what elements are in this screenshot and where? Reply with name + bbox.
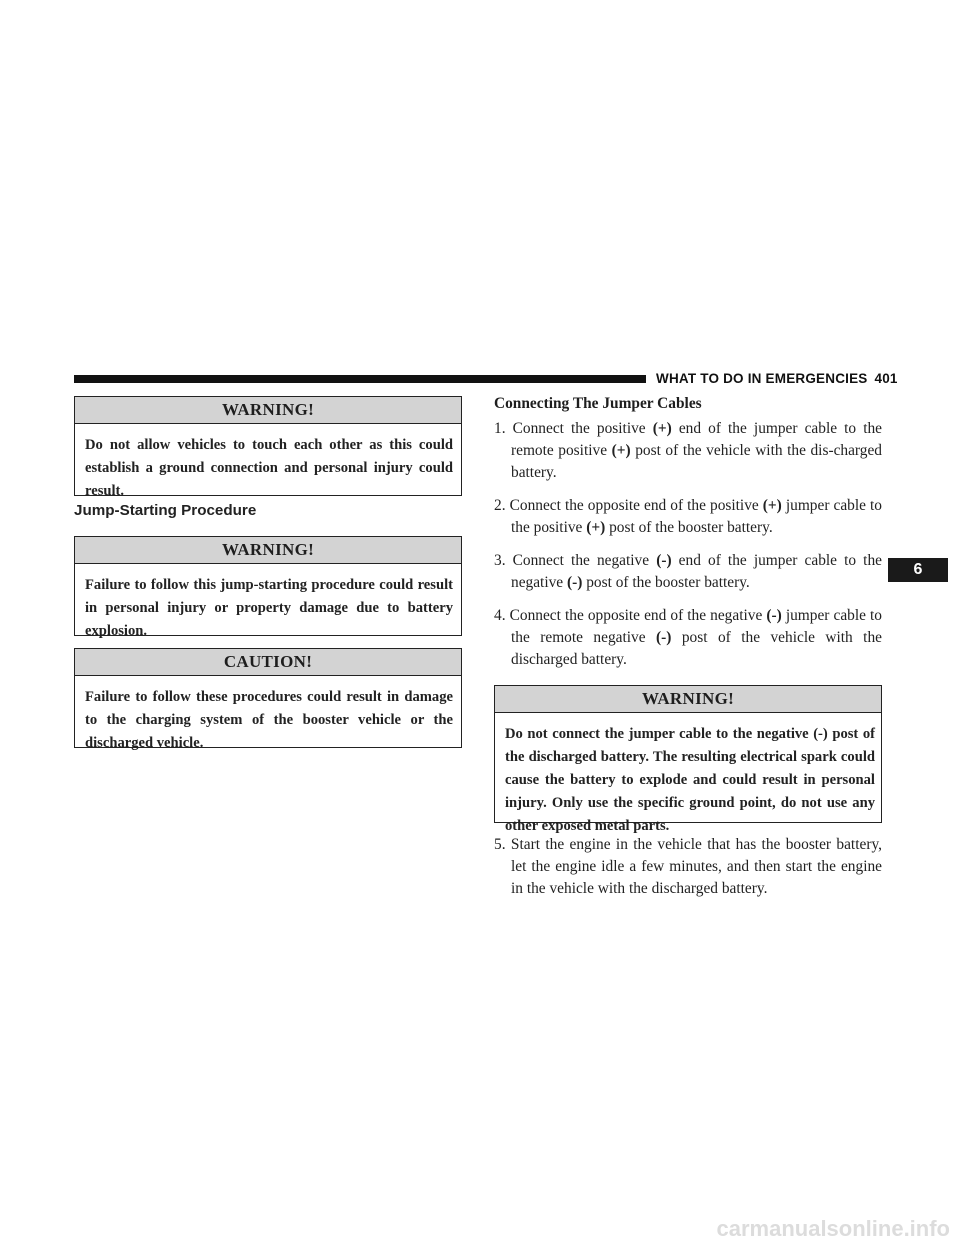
header-rule (74, 375, 646, 383)
step-3: 3. Connect the negative (-) end of the jumper cable to the negative (-) post of the booster battery. (494, 552, 882, 591)
chapter-tab: 6 (888, 558, 948, 582)
caution-box-charging-system (74, 648, 462, 751)
sub-heading-connecting-cables: Connecting The Jumper Cables (494, 395, 702, 412)
running-header (656, 369, 906, 389)
page-number: 401 (874, 371, 898, 386)
warning-title: WARNING! (495, 686, 881, 713)
warning-title: WARNING! (75, 397, 461, 424)
warning-text: Failure to follow this jump-starting procedure could result in personal injury or property damage due to battery explosion. (85, 577, 453, 639)
warning-box-vehicles-touch (74, 396, 462, 499)
step-4: 4. Connect the opposite end of the negative (-) jumper cable to the remote negative (-) post of the vehicle with the discharged battery. (494, 607, 882, 668)
step-1: 1. Connect the positive (+) end of the jumper cable to the remote positive (+) post of the vehicle with the dis-charged battery. (494, 420, 882, 481)
section-title: WHAT TO DO IN EMERGENCIES (656, 371, 868, 386)
caution-text: Failure to follow these procedures could result in damage to the charging system of the booster vehicle or the discharged vehicle. (85, 689, 453, 751)
step-2: 2. Connect the opposite end of the positive (+) jumper cable to the positive (+) post of the booster battery. (494, 497, 882, 536)
warning-text: Do not allow vehicles to touch each other as this could establish a ground connection and personal injury could result. (85, 437, 453, 499)
warning-box-jump-procedure (74, 536, 462, 639)
right-column (494, 393, 882, 900)
watermark: carmanualsonline.info (716, 1216, 950, 1241)
section-heading-jump-starting: Jump-Starting Procedure (74, 502, 257, 519)
caution-title: CAUTION! (75, 649, 461, 676)
warning-box-negative-post (494, 685, 882, 834)
warning-text: Do not connect the jumper cable to the negative (-) post of the discharged battery. The resulting electrical spark could cause the battery to explode and could result in personal injury. Only use the specific ground point, do not use any other exposed metal parts. (505, 726, 875, 834)
warning-title: WARNING! (75, 537, 461, 564)
step-5: 5. Start the engine in the vehicle that has the booster battery, let the engine idle a few minutes, and then start the engine in the vehicle with the discharged battery. (494, 836, 882, 897)
